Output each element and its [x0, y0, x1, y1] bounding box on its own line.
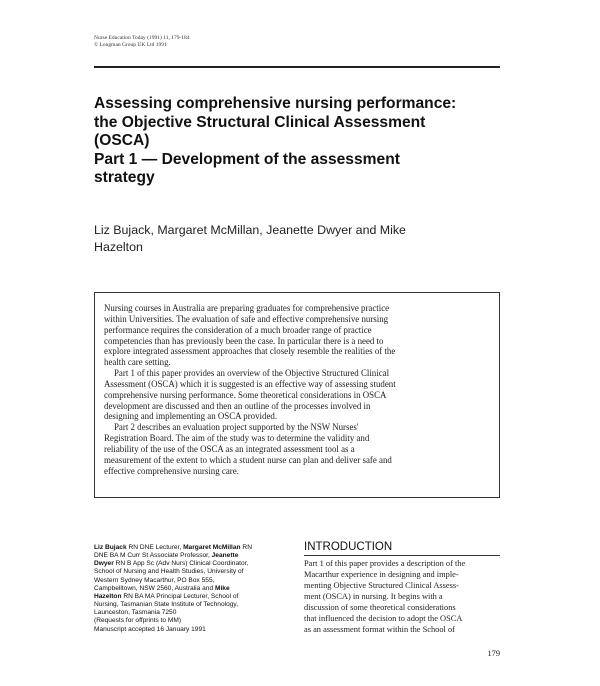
title-line: the Objective Structural Clinical Assessment	[94, 113, 426, 131]
affiliation-line	[94, 560, 294, 568]
abstract-line: Part 2 describes an evaluation project supported by the NSW Nurses'	[114, 422, 359, 433]
abstract-line: reliability of the use of the OSCA as an integrated assessment tool as a	[104, 443, 355, 454]
author-line: Liz Bujack, Margaret McMillan, Jeanette Dwyer and Mike	[94, 223, 406, 237]
abstract-line: effective comprehensive nursing care.	[104, 465, 239, 476]
abstract-line: designing and implementing an OSCA provided.	[104, 411, 278, 422]
author-line: Hazelton	[94, 240, 143, 254]
author-name: Hazelton	[94, 592, 122, 600]
body-line: ment (OSCA) in nursing. It begins with a	[304, 591, 443, 601]
section-rule	[304, 555, 500, 556]
affiliation-line: Nursing, Tasmanian State Institute of Technology,	[94, 601, 239, 609]
affiliation-line	[94, 552, 294, 560]
address: Campbelltown, NSW 2560, Australia and	[94, 584, 215, 592]
abstract	[104, 303, 494, 477]
author-list	[94, 222, 494, 256]
credentials: RN DNE Lecturer,	[126, 544, 184, 551]
body-line: menting Objective Structured Clinical Assess-	[304, 580, 459, 590]
author-affiliations	[94, 544, 294, 634]
credentials: DNE BA M Curr St Associate Professor,	[94, 552, 212, 560]
abstract-line: Nursing courses in Australia are preparing graduates for comprehensive practice	[104, 303, 390, 313]
affiliation-line: Launceston, Tasmania 7250	[94, 609, 177, 617]
abstract-line: within Universities. The evaluation of safe and effective comprehensive nursing	[104, 313, 389, 324]
credentials: RN B App Sc (Adv Nurs) Clinical Coordinator,	[113, 560, 249, 568]
manuscript-date: Manuscript accepted 16 January 1991	[94, 625, 206, 633]
abstract-line: health care setting.	[104, 357, 171, 368]
body-line: discussion of some theoretical considerations	[304, 602, 456, 612]
body-line: that influenced the decision to adopt the OSCA	[304, 613, 463, 623]
introduction-body	[304, 559, 500, 636]
abstract-line: comprehensive nursing performance. Some theoretical considerations in OSCA	[104, 389, 387, 400]
author-name: Dwyer	[94, 560, 114, 568]
affiliation-line	[94, 593, 294, 601]
credentials: RN BA MA Principal Lecturer, School of	[121, 592, 239, 600]
abstract-line: competencies than has previously been the case. In particular there is a need to	[104, 335, 384, 346]
subtitle-line: strategy	[94, 169, 155, 186]
abstract-line: Registration Board. The aim of the study was to determine the validity and	[104, 433, 370, 444]
author-name: Mike	[214, 584, 230, 592]
body-line: Part 1 of this paper provides a description of the	[304, 559, 466, 568]
article-title	[94, 95, 514, 188]
title-line: Assessing comprehensive nursing performance:	[94, 95, 457, 112]
abstract-line: development are discussed and then an outline of the processes involved in	[104, 400, 371, 411]
body-line: Macarthur experience in designing and imple-	[304, 569, 459, 579]
page-number: 179	[487, 649, 500, 658]
affiliation-line	[94, 544, 294, 552]
abstract-line: Assessment (OSCA) which it is suggested is an effective way of assessing student	[104, 378, 396, 389]
abstract-line: Part 1 of this paper provides an overview of the Objective Structured Clinical	[114, 368, 390, 379]
abstract-line: measurement of the extent to which a student nurse can plan and deliver safe and	[104, 454, 392, 465]
copyright-line: © Longman Group UK Ltd 1991	[94, 42, 167, 48]
affiliation-line: School of Nursing and Health Studies, University of	[94, 568, 244, 576]
affiliation-line	[94, 585, 294, 593]
header-rule	[94, 66, 500, 68]
body-line: as an assessment format within the School of	[304, 624, 455, 634]
journal-reference	[94, 35, 394, 49]
title-line: (OSCA)	[94, 132, 150, 149]
affiliation-line: Western Sydney Macarthur, PO Box 555,	[94, 576, 215, 584]
author-name: Liz Bujack	[94, 544, 127, 551]
offprint-request: (Requests for offprints to MM)	[94, 617, 182, 625]
abstract-line: explore integrated assessment approaches that closely resemble the realities of the	[104, 346, 396, 357]
section-heading: INTRODUCTION	[304, 541, 393, 553]
author-name: Margaret McMillan	[183, 544, 241, 551]
author-name: Jeanette	[211, 552, 239, 560]
subtitle-line: Part 1 — Development of the assessment	[94, 150, 400, 168]
abstract-line: performance requires the consideration of a much broader range of practice	[104, 324, 372, 335]
journal-citation: Nurse Education Today (1991) 11, 179-184	[94, 35, 190, 41]
credentials: RN	[240, 544, 252, 551]
